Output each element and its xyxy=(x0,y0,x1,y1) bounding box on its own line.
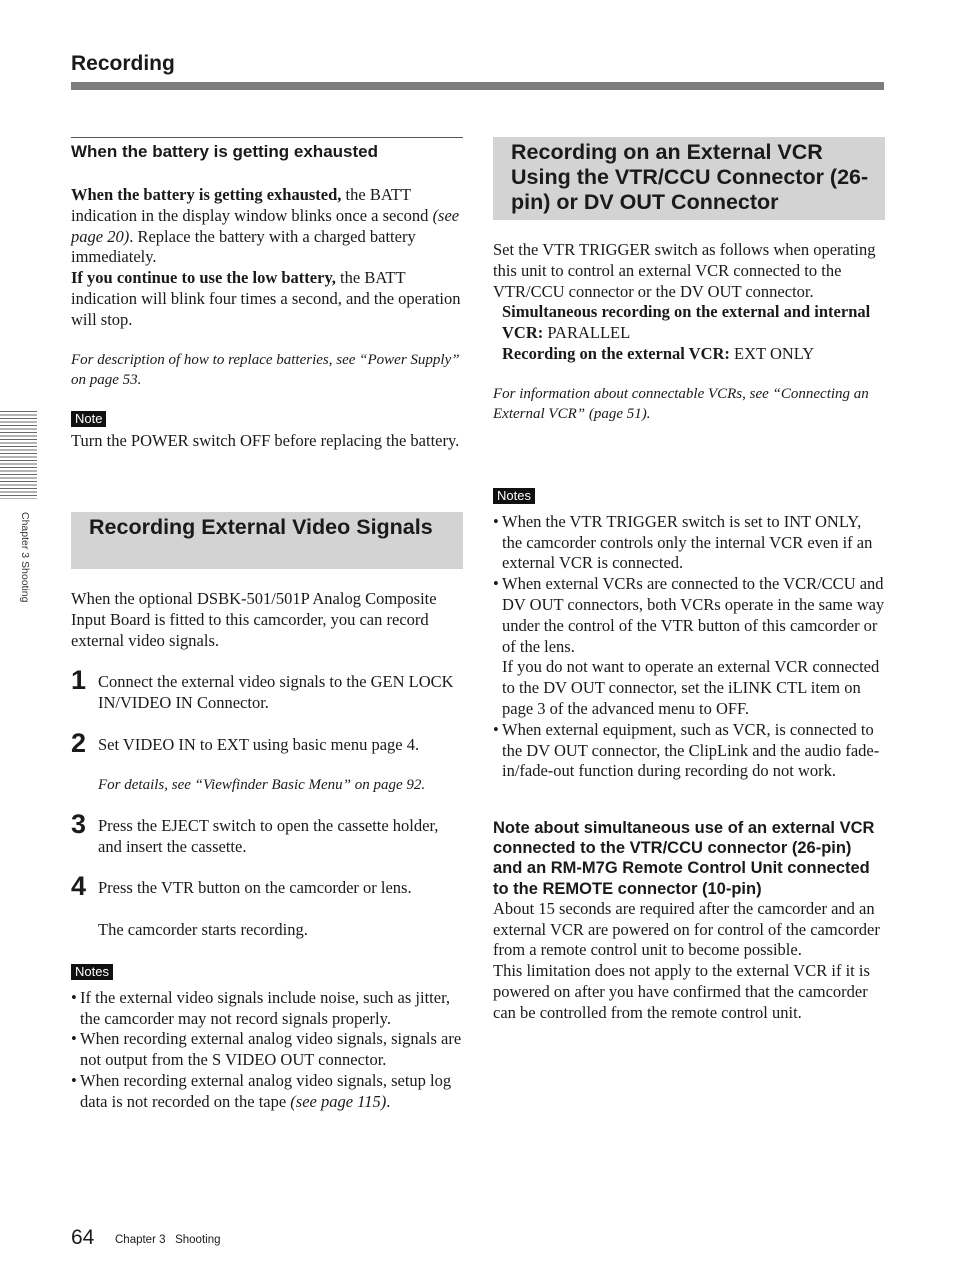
step-text: Connect the external video signals to the GEN LOCK IN/VIDEO IN Connector. xyxy=(98,672,454,712)
list-item: • When the VTR TRIGGER switch is set to INT ONLY, the camcorder controls only the internal VCR even if an external VCR is connected. xyxy=(493,512,885,574)
list-item: • If the external video signals include noise, such as jitter, the camcorder may not record signals properly. xyxy=(71,988,463,1030)
external-video-intro: When the optional DSBK-501/501P Analog Composite Input Board is fitted to this camcorder, you can record external video signals. xyxy=(71,589,437,650)
list-item: • When recording external analog video signals, signals are not output from the S VIDEO OUT connector. xyxy=(71,1029,463,1071)
battery-paragraph-1: When the battery is getting exhausted, the BATT indication in the display window blinks once a second (see page 20). Replace the battery with a charged battery immediately. xyxy=(71,185,460,267)
step-text: Press the EJECT switch to open the cassette holder, and insert the cassette. xyxy=(98,816,439,856)
simultaneous-use-p2: This limitation does not apply to the external VCR if it is powered on after you have confirmed that the camcorder can be controlled from the remote control unit. xyxy=(493,961,870,1022)
step-sub: The camcorder starts recording. xyxy=(98,919,308,939)
step-text: Press the VTR button on the camcorder or lens. xyxy=(98,878,412,897)
external-vcr-intro: Set the VTR TRIGGER switch as follows when operating this unit to control an external VCR connected to the VTR/CCU connector or the DV OUT connector. xyxy=(493,240,876,301)
page-number: 64 xyxy=(71,1226,95,1249)
battery-heading: When the battery is getting exhausted xyxy=(71,137,463,162)
external-vcr-body xyxy=(493,240,885,425)
list-item: • When external VCRs are connected to the VCR/CCU and DV OUT connectors, both VCRs operate in the same way under the control of the VTR button of this camcorder or of the lens. If you do not want to operate an external VCR connected to the DV OUT connector, set the iLINK CTL item on page 3 of the advanced menu to OFF. xyxy=(493,574,885,720)
chapter-tab-label: Chapter 3 Shooting xyxy=(19,512,31,603)
list-item: • When external equipment, such as VCR, is connected to the DV OUT connector, the ClipLink and the audio fade-in/fade-out function during recording do not work. xyxy=(493,720,885,782)
step-sub: For details, see “Viewfinder Basic Menu” on page 92. xyxy=(98,776,426,793)
battery-p2-bold: If you continue to use the low battery, xyxy=(71,268,336,288)
external-video-heading: Recording External Video Signals xyxy=(71,512,463,569)
external-vcr-notes xyxy=(493,485,885,782)
battery-section xyxy=(71,137,463,452)
external-vcr-heading: Recording on an External VCR Using the VTR/CCU Connector (26-pin) or DV OUT Connector xyxy=(493,137,885,220)
step-4 xyxy=(71,871,463,941)
step-2 xyxy=(71,728,463,795)
trigger-option-parallel: Simultaneous recording on the external and internal VCR: PARALLEL xyxy=(502,302,871,343)
title-rule xyxy=(71,82,884,90)
battery-note-text: Turn the POWER switch OFF before replacing the battery. xyxy=(71,431,460,451)
external-video-notes-list xyxy=(71,988,463,1113)
steps-list xyxy=(71,665,463,952)
simultaneous-use-heading: Note about simultaneous use of an external VCR connected to the VTR/CCU connector (26-pin) and an RM-M7G Remote Control Unit connected to the REMOTE connector (10-pin) xyxy=(493,819,875,898)
battery-p1-bold: When the battery is getting exhausted, xyxy=(71,185,342,204)
step-number: 1 xyxy=(71,665,87,695)
external-video-notes xyxy=(71,961,463,1113)
step-3 xyxy=(71,809,463,858)
step-text: Set VIDEO IN to EXT using basic menu page 4. xyxy=(98,735,420,754)
battery-p1-ref: (see page 20) xyxy=(71,205,460,246)
trigger-option-ext-only: Recording on the external VCR: EXT ONLY xyxy=(502,343,815,363)
chapter-tab-stripes xyxy=(0,411,37,499)
simultaneous-use-section xyxy=(493,818,885,1024)
list-item: • When recording external analog video signals, setup log data is not recorded on the tape (see page 115). xyxy=(71,1071,463,1113)
step-1 xyxy=(71,665,463,714)
footer-chapter: Chapter 3 Shooting xyxy=(115,1234,221,1246)
simultaneous-use-p1: About 15 seconds are required after the camcorder and an external VCR are powered on for control of the camcorder from a remote control unit to become possible. xyxy=(493,898,880,960)
page-title: Recording xyxy=(71,52,175,75)
step-number: 4 xyxy=(71,871,87,901)
external-video-notes-label: Notes xyxy=(71,964,113,980)
external-vcr-ref-note: For information about connectable VCRs, see “Connecting an External VCR” (page 51). xyxy=(493,385,869,423)
battery-paragraph-2: If you continue to use the low battery, the BATT indication will blink four times a second, and the operation will stop. xyxy=(71,268,461,329)
step-number: 2 xyxy=(71,728,87,758)
external-vcr-notes-label: Notes xyxy=(493,488,535,504)
step-number: 3 xyxy=(71,809,87,839)
battery-ref-note: For description of how to replace batteries, see “Power Supply” on page 53. xyxy=(71,351,460,389)
battery-note-label: Note xyxy=(71,411,106,427)
external-vcr-notes-list xyxy=(493,512,885,782)
